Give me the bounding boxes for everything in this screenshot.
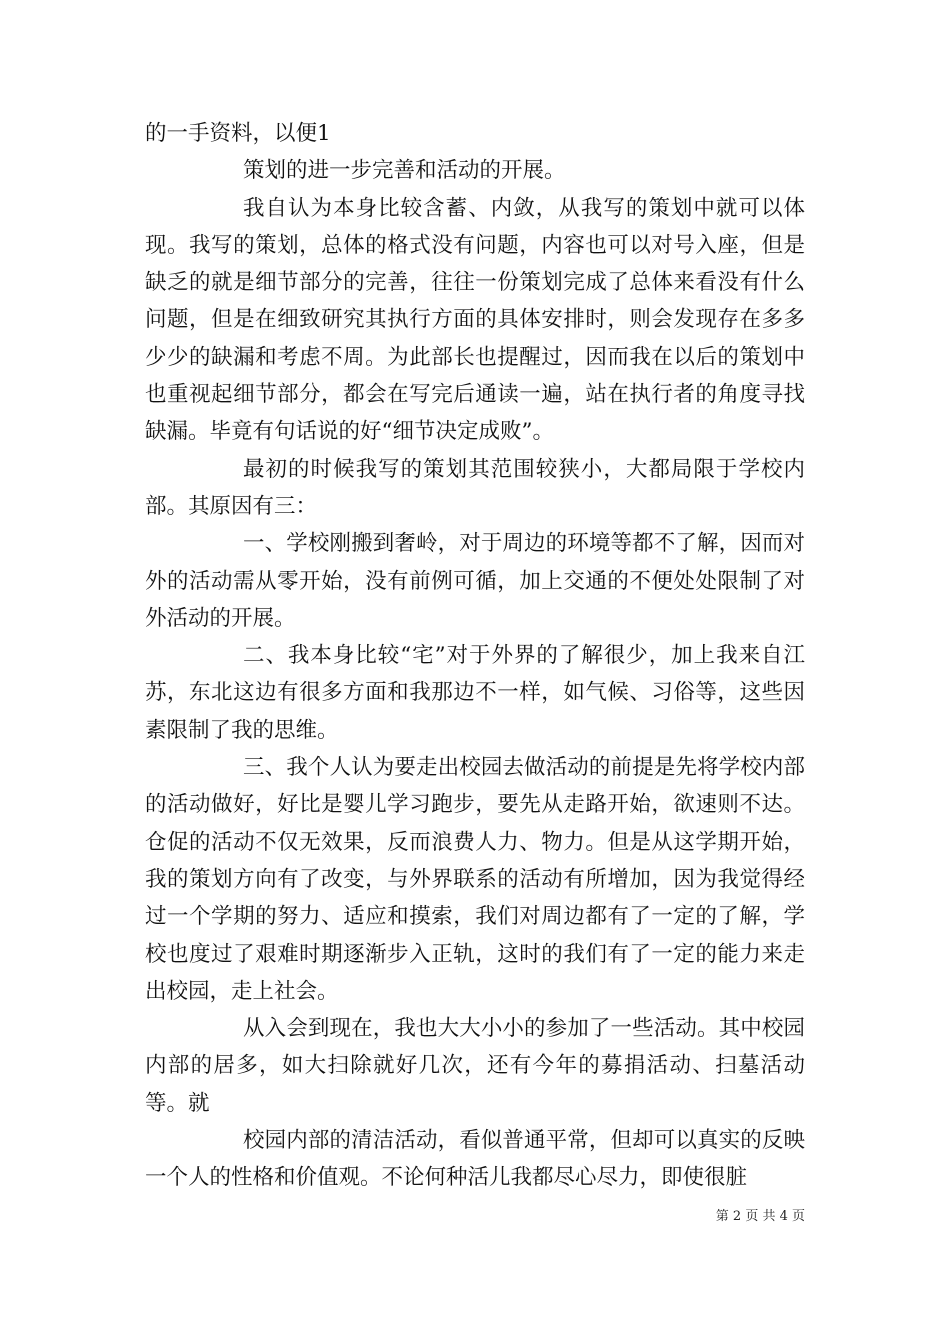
paragraph: 的一手资料，以便1 [145, 121, 331, 146]
document-body [145, 115, 805, 1197]
page-footer: 第 2 页 共 4 页 [715, 1209, 805, 1224]
paragraph: 从入会到现在，我也大大小小的参加了一些活动。其中校园内部的居多，如大扫除就好几次，还有今年的募捐活动、扫墓活动等。就 [145, 1016, 805, 1116]
paragraph: 校园内部的清洁活动，看似普通平常，但却可以真实的反映一个人的性格和价值观。不论何种活儿我都尽心尽力，即使很脏 [145, 1128, 805, 1191]
paragraph: 一、学校刚搬到奢岭，对于周边的环境等都不了解，因而对外的活动需从零开始，没有前例可循，加上交通的不便处处限制了对外活动的开展。 [145, 531, 805, 631]
paragraph: 最初的时候我写的策划其范围较狭小，大都局限于学校内部。其原因有三： [145, 456, 805, 519]
paragraph: 二、我本身比较“宅”对于外界的了解很少，加上我来自江苏，东北这边有很多方面和我那边不一样，如气候、习俗等，这些因素限制了我的思维。 [145, 643, 805, 743]
paragraph: 策划的进一步完善和活动的开展。 [243, 158, 566, 184]
paragraph: 三、我个人认为要走出校园去做活动的前提是先将学校内部的活动做好，好比是婴儿学习跑步，要先从走路开始，欲速则不达。仓促的活动不仅无效果，反而浪费人力、物力。但是从这学期开始，我的策划方向有了改变，与外界联系的活动有所增加，因为我觉得经过一个学期的努力、适应和摸索，我们对周边都有了一定的了解，学校也度过了艰难时期逐渐步入正轨，这时的我们有了一定的能力来走出校园，走上社会。 [145, 755, 805, 1004]
paragraph: 我自认为本身比较含蓄、内敛，从我写的策划中就可以体现。我写的策划，总体的格式没有问题，内容也可以对号入座，但是缺乏的就是细节部分的完善，往往一份策划完成了总体来看没有什么问题，但是在细致研究其执行方面的具体安排时，则会发现存在多多少少的缺漏和考虑不周。为此部长也提醒过，因而我在以后的策划中也重视起细节部分，都会在写完后通读一遍，站在执行者的角度寻找缺漏。毕竟有句话说的好“细节决定成败”。 [145, 195, 805, 445]
